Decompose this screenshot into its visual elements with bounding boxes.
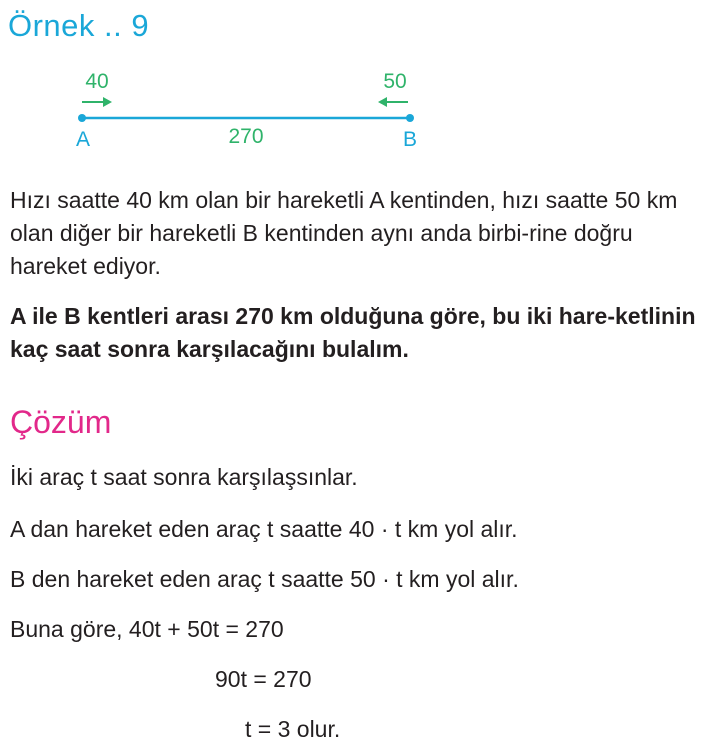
solution-line-3: B den hareket eden araç t saatte 50 · t km yol alır. bbox=[10, 566, 519, 592]
solution-line-2: A dan hareket eden araç t saatte 40 · t km yol alır. bbox=[10, 516, 518, 542]
example-title: Örnek .. 9 bbox=[8, 8, 150, 43]
point-b-label: B bbox=[402, 128, 418, 151]
distance-diagram bbox=[60, 62, 440, 157]
point-b-dot bbox=[406, 114, 414, 122]
solution-equation-1: Buna göre, 40t + 50t = 270 bbox=[10, 616, 284, 642]
point-a-label: A bbox=[75, 128, 91, 151]
arrow-right-icon bbox=[82, 97, 112, 107]
solution-equation-2: 90t = 270 bbox=[215, 666, 312, 692]
solution-title: Çözüm bbox=[10, 404, 112, 440]
speed-b-label: 50 bbox=[383, 70, 407, 93]
solution-line-1: İki araç t saat sonra karşılaşsınlar. bbox=[10, 464, 358, 490]
arrow-left-icon bbox=[378, 97, 408, 107]
problem-paragraph-1: Hızı saatte 40 km olan bir hareketli A kentinden, hızı saatte 50 km olan diğer bir hareketli B kentinden aynı anda birbi-rine doğru hareket ediyor. bbox=[10, 187, 678, 279]
diagram-svg bbox=[60, 62, 440, 157]
point-a-dot bbox=[78, 114, 86, 122]
problem-paragraph-2: A ile B kentleri arası 270 km olduğuna göre, bu iki hare-ketlinin kaç saat sonra karşılacağını bulalım. bbox=[10, 303, 696, 362]
speed-a-label: 40 bbox=[85, 70, 109, 93]
solution-result: t = 3 olur. bbox=[245, 716, 341, 742]
distance-label: 270 bbox=[228, 125, 264, 148]
